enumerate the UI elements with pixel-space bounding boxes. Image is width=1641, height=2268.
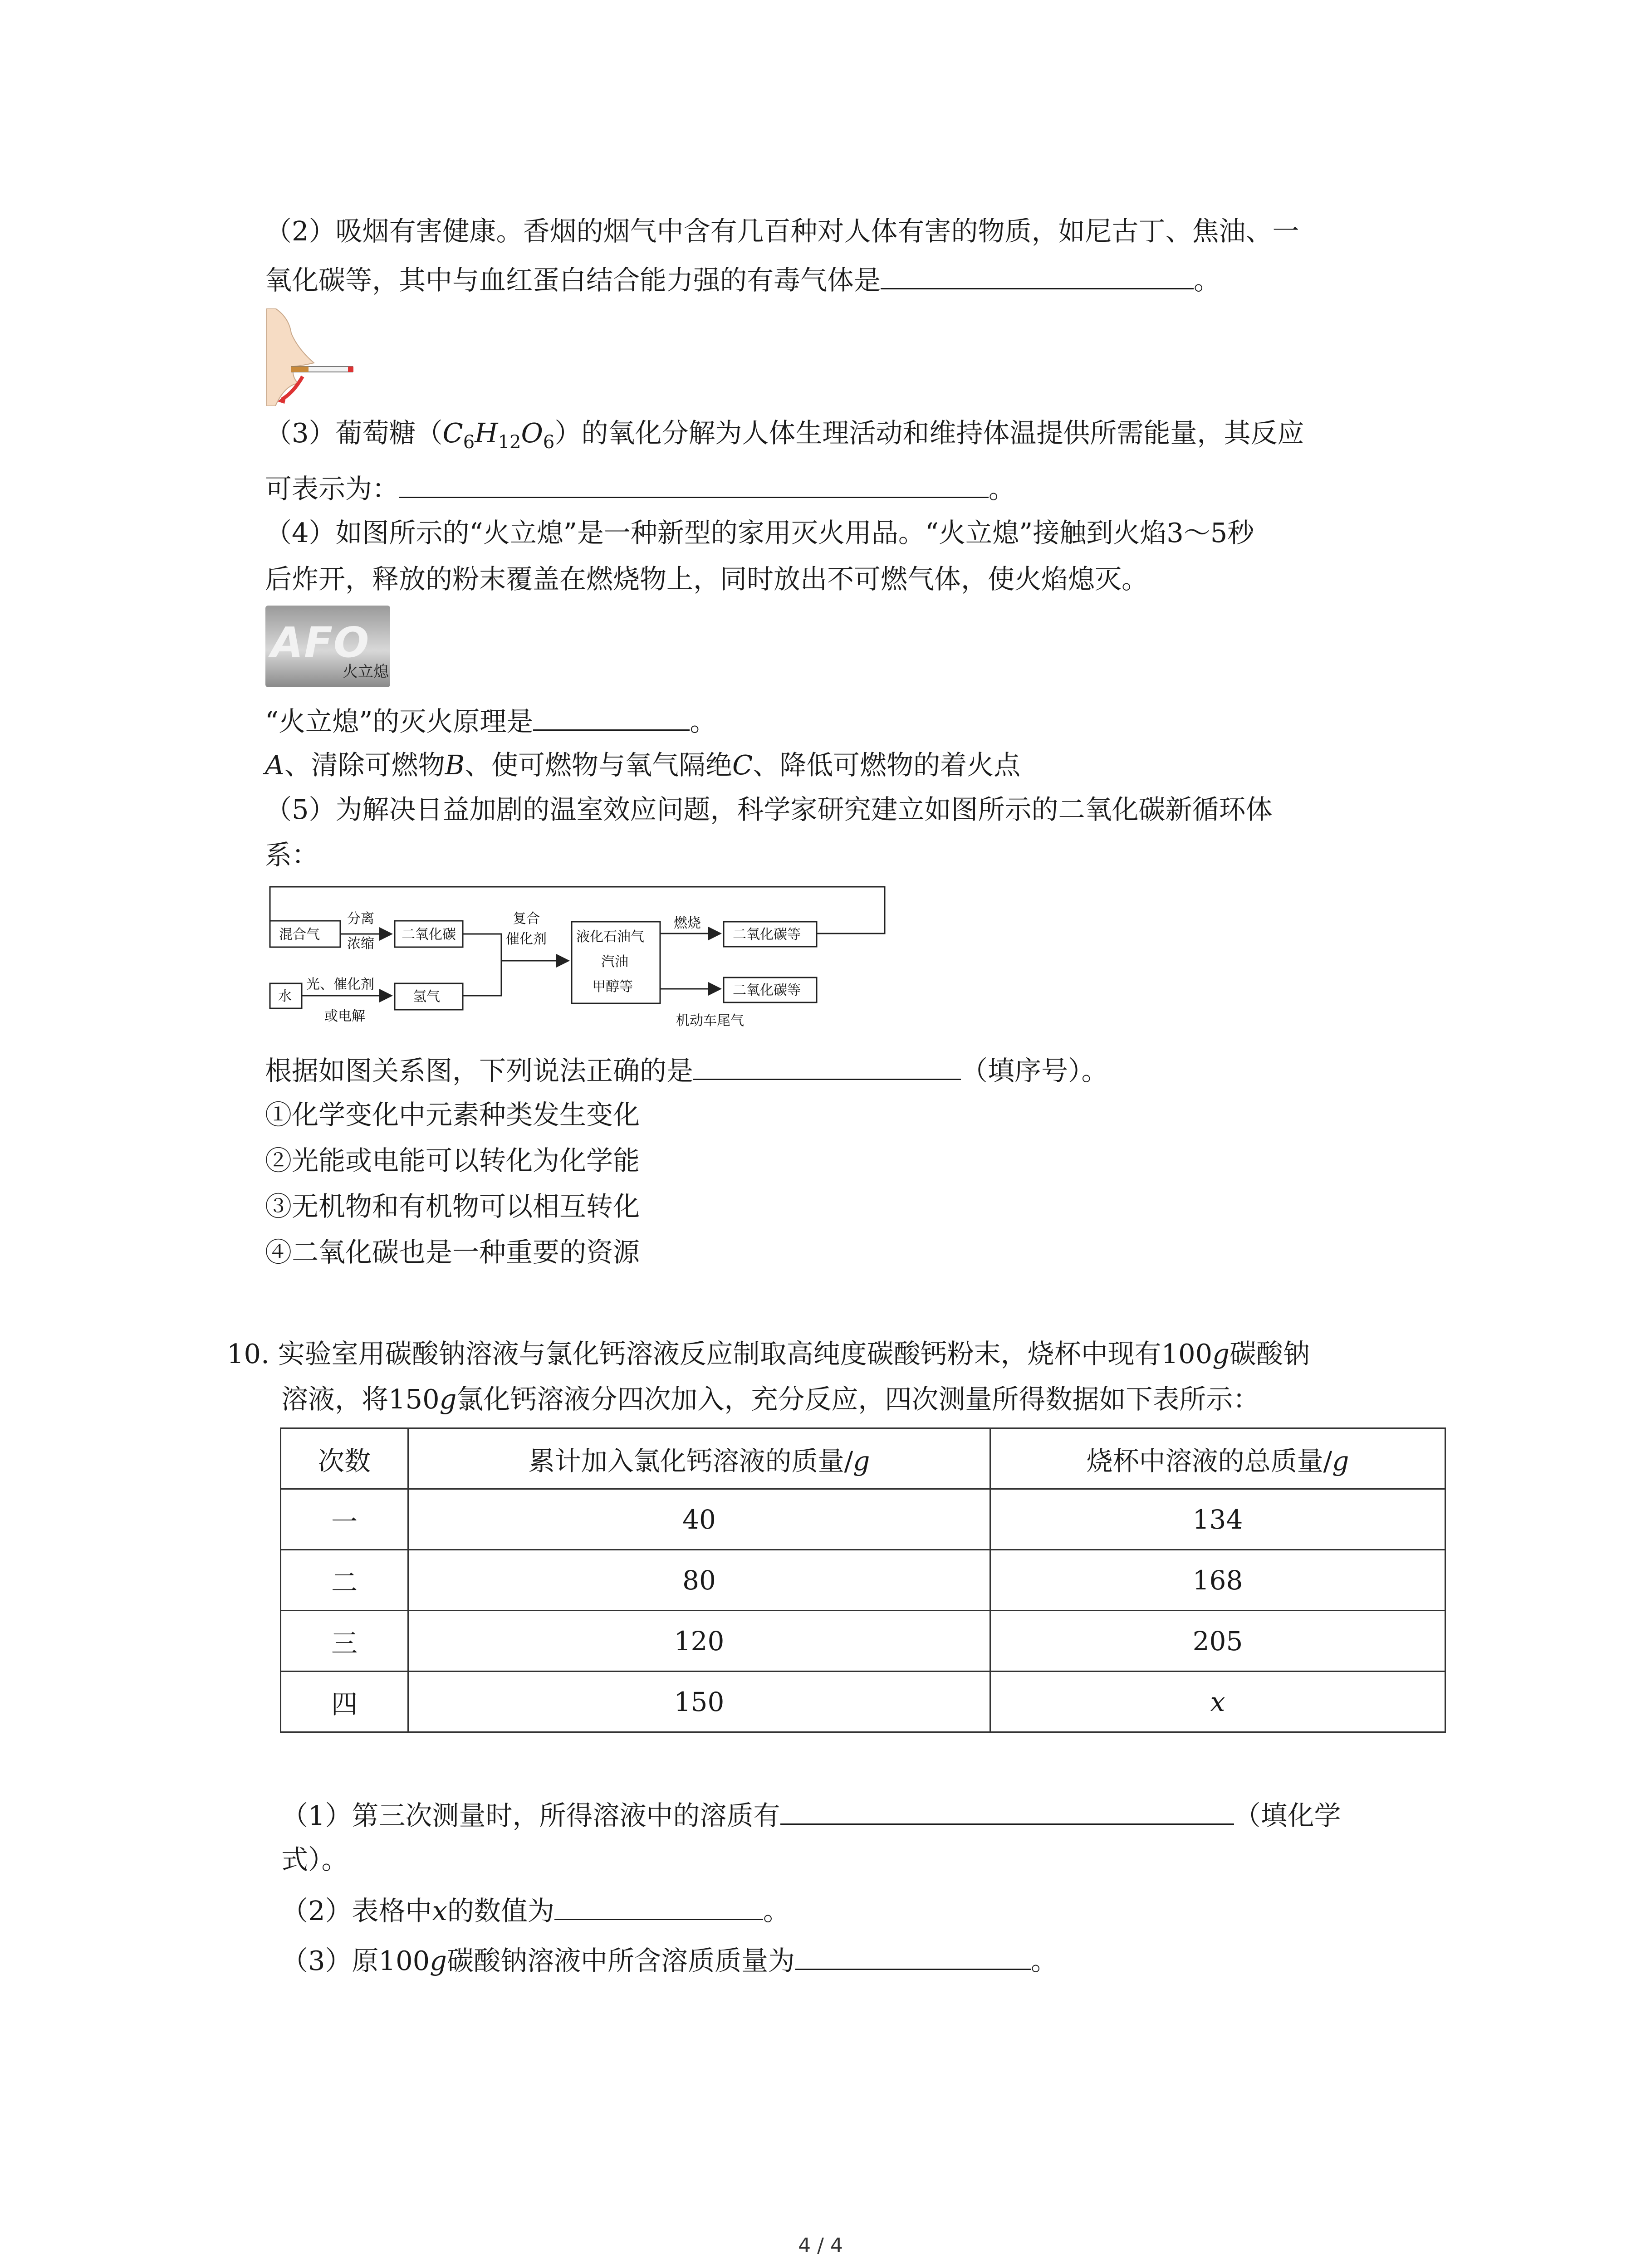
afo-logo-text: AFO — [271, 618, 370, 667]
label-exhaust: 机动车尾气 — [676, 1013, 744, 1029]
header-total-mass-text: 烧杯中溶液的总质量/ — [1086, 1445, 1332, 1476]
q9-part5-option-1: ①化学变化中元素种类发生变化 — [265, 1099, 640, 1130]
q9-part3-end: 。 — [989, 473, 1016, 504]
formula-h-sub: 12 — [498, 431, 521, 453]
table-row — [281, 1672, 1445, 1732]
label-separate: 分离 — [347, 911, 374, 927]
label-electrolysis: 或电解 — [324, 1008, 365, 1024]
formula-h: H — [475, 417, 498, 449]
option-b: 、使可燃物与氧气隔绝 — [464, 749, 732, 781]
table-row — [281, 1489, 1445, 1550]
q10-line1-text-a: 10. 实验室用碳酸钠溶液与氯化钙溶液反应制取高纯度碳酸钙粉末，烧杯中现有100 — [227, 1338, 1213, 1369]
q10-line2 — [281, 1381, 1259, 1418]
q9-part4-line1: （4）如图所示的“火立熄”是一种新型的家用灭火用品。“火立熄”接触到火焰3～5秒 — [265, 517, 1254, 548]
answer-blank — [881, 261, 1194, 289]
label-methanol: 甲醇等 — [592, 979, 633, 995]
q9-part5-question-end: （填序号）。 — [961, 1055, 1108, 1086]
label-burn: 燃烧 — [674, 915, 701, 931]
q10-line1 — [227, 1336, 1310, 1372]
header-count: 次数 — [281, 1428, 408, 1489]
q9-part4-line2: 后炸开，释放的粉末覆盖在燃烧物上，同时放出不可燃气体，使火焰熄灭。 — [265, 563, 1149, 595]
q9-part3-line1 — [265, 415, 1304, 460]
q10-sub2 — [281, 1892, 790, 1929]
label-hydrogen: 氢气 — [413, 989, 440, 1005]
q9-part3-text-a: （3）葡萄糖（ — [265, 417, 443, 449]
q9-part5-option-3: ③无机物和有机物可以相互转化 — [265, 1191, 640, 1222]
q10-sub3-end: 。 — [1030, 1945, 1058, 1976]
q10-line1-text-b: 碳酸钠 — [1229, 1338, 1310, 1369]
option-a: 、清除可燃物 — [284, 749, 445, 781]
cigarette-tip — [348, 367, 353, 372]
label-water: 水 — [278, 988, 292, 1004]
label-co2: 二氧化碳 — [402, 927, 456, 943]
table-cell: 四 — [281, 1672, 408, 1732]
option-a-letter: A — [265, 749, 284, 781]
q9-part2-end: 。 — [1194, 264, 1221, 296]
table-row — [281, 1550, 1445, 1611]
q10-sub2-text: （2）表格中 — [281, 1895, 432, 1926]
label-catalyst1: 复合 — [513, 911, 540, 927]
answer-blank — [533, 702, 690, 731]
q10-sub3-text-b: 碳酸钠溶液中所含溶质质量为 — [446, 1945, 795, 1976]
q10-line2-text-a: 溶液，将150 — [281, 1383, 440, 1415]
cigarette-filter — [291, 367, 309, 372]
table-cell: 二 — [281, 1550, 408, 1611]
table-cell: 168 — [990, 1550, 1445, 1611]
label-gasoline: 汽油 — [601, 954, 628, 970]
q10-sub1 — [281, 1796, 1341, 1834]
unit-g: g — [1212, 1338, 1230, 1369]
q9-part2-line2-text: 氧化碳等，其中与血红蛋白结合能力强的有毒气体是 — [265, 264, 881, 296]
q9-part4-end: 。 — [690, 706, 717, 737]
table-cell: 80 — [408, 1550, 990, 1611]
q10-sub1-line2: 式）。 — [281, 1844, 348, 1875]
q9-part5-option-4: ④二氧化碳也是一种重要的资源 — [265, 1237, 640, 1268]
q9-part2-line2 — [265, 261, 1220, 298]
unit-g: g — [430, 1945, 447, 1976]
label-concentrate: 浓缩 — [347, 936, 374, 952]
table-cell: 120 — [408, 1611, 990, 1672]
answer-blank — [399, 469, 989, 498]
label-light-catalyst: 光、催化剂 — [306, 977, 374, 992]
q10-sub1-text-b: （填化学 — [1234, 1800, 1341, 1831]
arrow-h2-merge — [463, 961, 501, 996]
q9-part3-line2 — [265, 469, 1015, 507]
afo-product-image — [265, 606, 390, 687]
unit-g: g — [853, 1445, 870, 1476]
q9-part4-options — [265, 747, 1020, 783]
header-cacl2-mass-text: 累计加入氯化钙溶液的质量/ — [528, 1445, 853, 1476]
q10-sub2-end: 。 — [763, 1895, 790, 1926]
co2-cycle-diagram — [265, 885, 894, 1030]
table-cell: 三 — [281, 1611, 408, 1672]
q9-part3-line2-text: 可表示为： — [265, 473, 399, 504]
unit-g: g — [1332, 1445, 1349, 1476]
formula-o: O — [521, 417, 543, 449]
data-table — [280, 1427, 1446, 1733]
formula-o-sub: 6 — [543, 431, 555, 453]
table-row — [281, 1611, 1445, 1672]
q10-sub3 — [281, 1941, 1058, 1979]
label-co2-out1: 二氧化碳等 — [733, 927, 801, 943]
label-co2-out2: 二氧化碳等 — [733, 982, 801, 998]
header-total-mass — [990, 1428, 1445, 1489]
q9-part4-line3-text: “火立熄”的灭火原理是 — [265, 706, 534, 737]
label-lpg: 液化石油气 — [576, 929, 644, 945]
arrow-co2-merge — [463, 934, 501, 961]
q9-part2-line1: （2）吸烟有害健康。香烟的烟气中含有几百种对人体有害的物质，如尼古丁、焦油、一 — [265, 215, 1299, 247]
smoking-illustration — [266, 308, 357, 406]
formula-c: C — [442, 417, 463, 449]
answer-blank — [693, 1051, 961, 1080]
afo-logo-subtitle: 火立熄 — [343, 663, 389, 681]
q10-sub3-text-a: （3）原100 — [281, 1945, 430, 1976]
answer-blank — [780, 1796, 1234, 1825]
q9-part5-line1: （5）为解决日益加剧的温室效应问题，科学家研究建立如图所示的二氧化碳新循环体 — [265, 794, 1273, 825]
table-header-row — [281, 1428, 1445, 1489]
answer-blank — [795, 1941, 1031, 1970]
formula-c-sub: 6 — [463, 431, 475, 453]
q9-part5-option-2: ②光能或电能可以转化为化学能 — [265, 1145, 640, 1176]
q9-part3-text-b: ）的氧化分解为人体生理活动和维持体温提供所需能量，其反应 — [554, 417, 1304, 449]
q9-part4-line3 — [265, 702, 716, 740]
label-mixed-gas: 混合气 — [279, 927, 320, 943]
unit-g: g — [439, 1383, 457, 1415]
variable-x: x — [432, 1895, 447, 1926]
q10-line2-text-b: 氯化钙溶液分四次加入，充分反应，四次测量所得数据如下表所示： — [456, 1383, 1260, 1415]
header-cacl2-mass — [408, 1428, 990, 1489]
option-c: 、降低可燃物的着火点 — [753, 749, 1021, 781]
option-b-letter: B — [445, 749, 465, 781]
table-cell: x — [990, 1672, 1445, 1732]
option-c-letter: C — [732, 749, 753, 781]
q10-sub1-text: （1）第三次测量时，所得溶液中的溶质有 — [281, 1800, 780, 1831]
q9-part5-line2: 系： — [265, 839, 319, 870]
table-cell: 40 — [408, 1489, 990, 1550]
page-number: 4 / 4 — [798, 2234, 843, 2257]
q10-sub2-text-b: 的数值为 — [447, 1895, 554, 1926]
table-cell: 134 — [990, 1489, 1445, 1550]
q9-part5-question — [265, 1051, 1108, 1089]
q9-part5-question-text: 根据如图关系图，下列说法正确的是 — [265, 1055, 694, 1086]
answer-blank — [554, 1892, 763, 1920]
label-catalyst2: 催化剂 — [506, 931, 547, 947]
table-cell: 一 — [281, 1489, 408, 1550]
table-cell: 205 — [990, 1611, 1445, 1672]
table-cell: 150 — [408, 1672, 990, 1732]
